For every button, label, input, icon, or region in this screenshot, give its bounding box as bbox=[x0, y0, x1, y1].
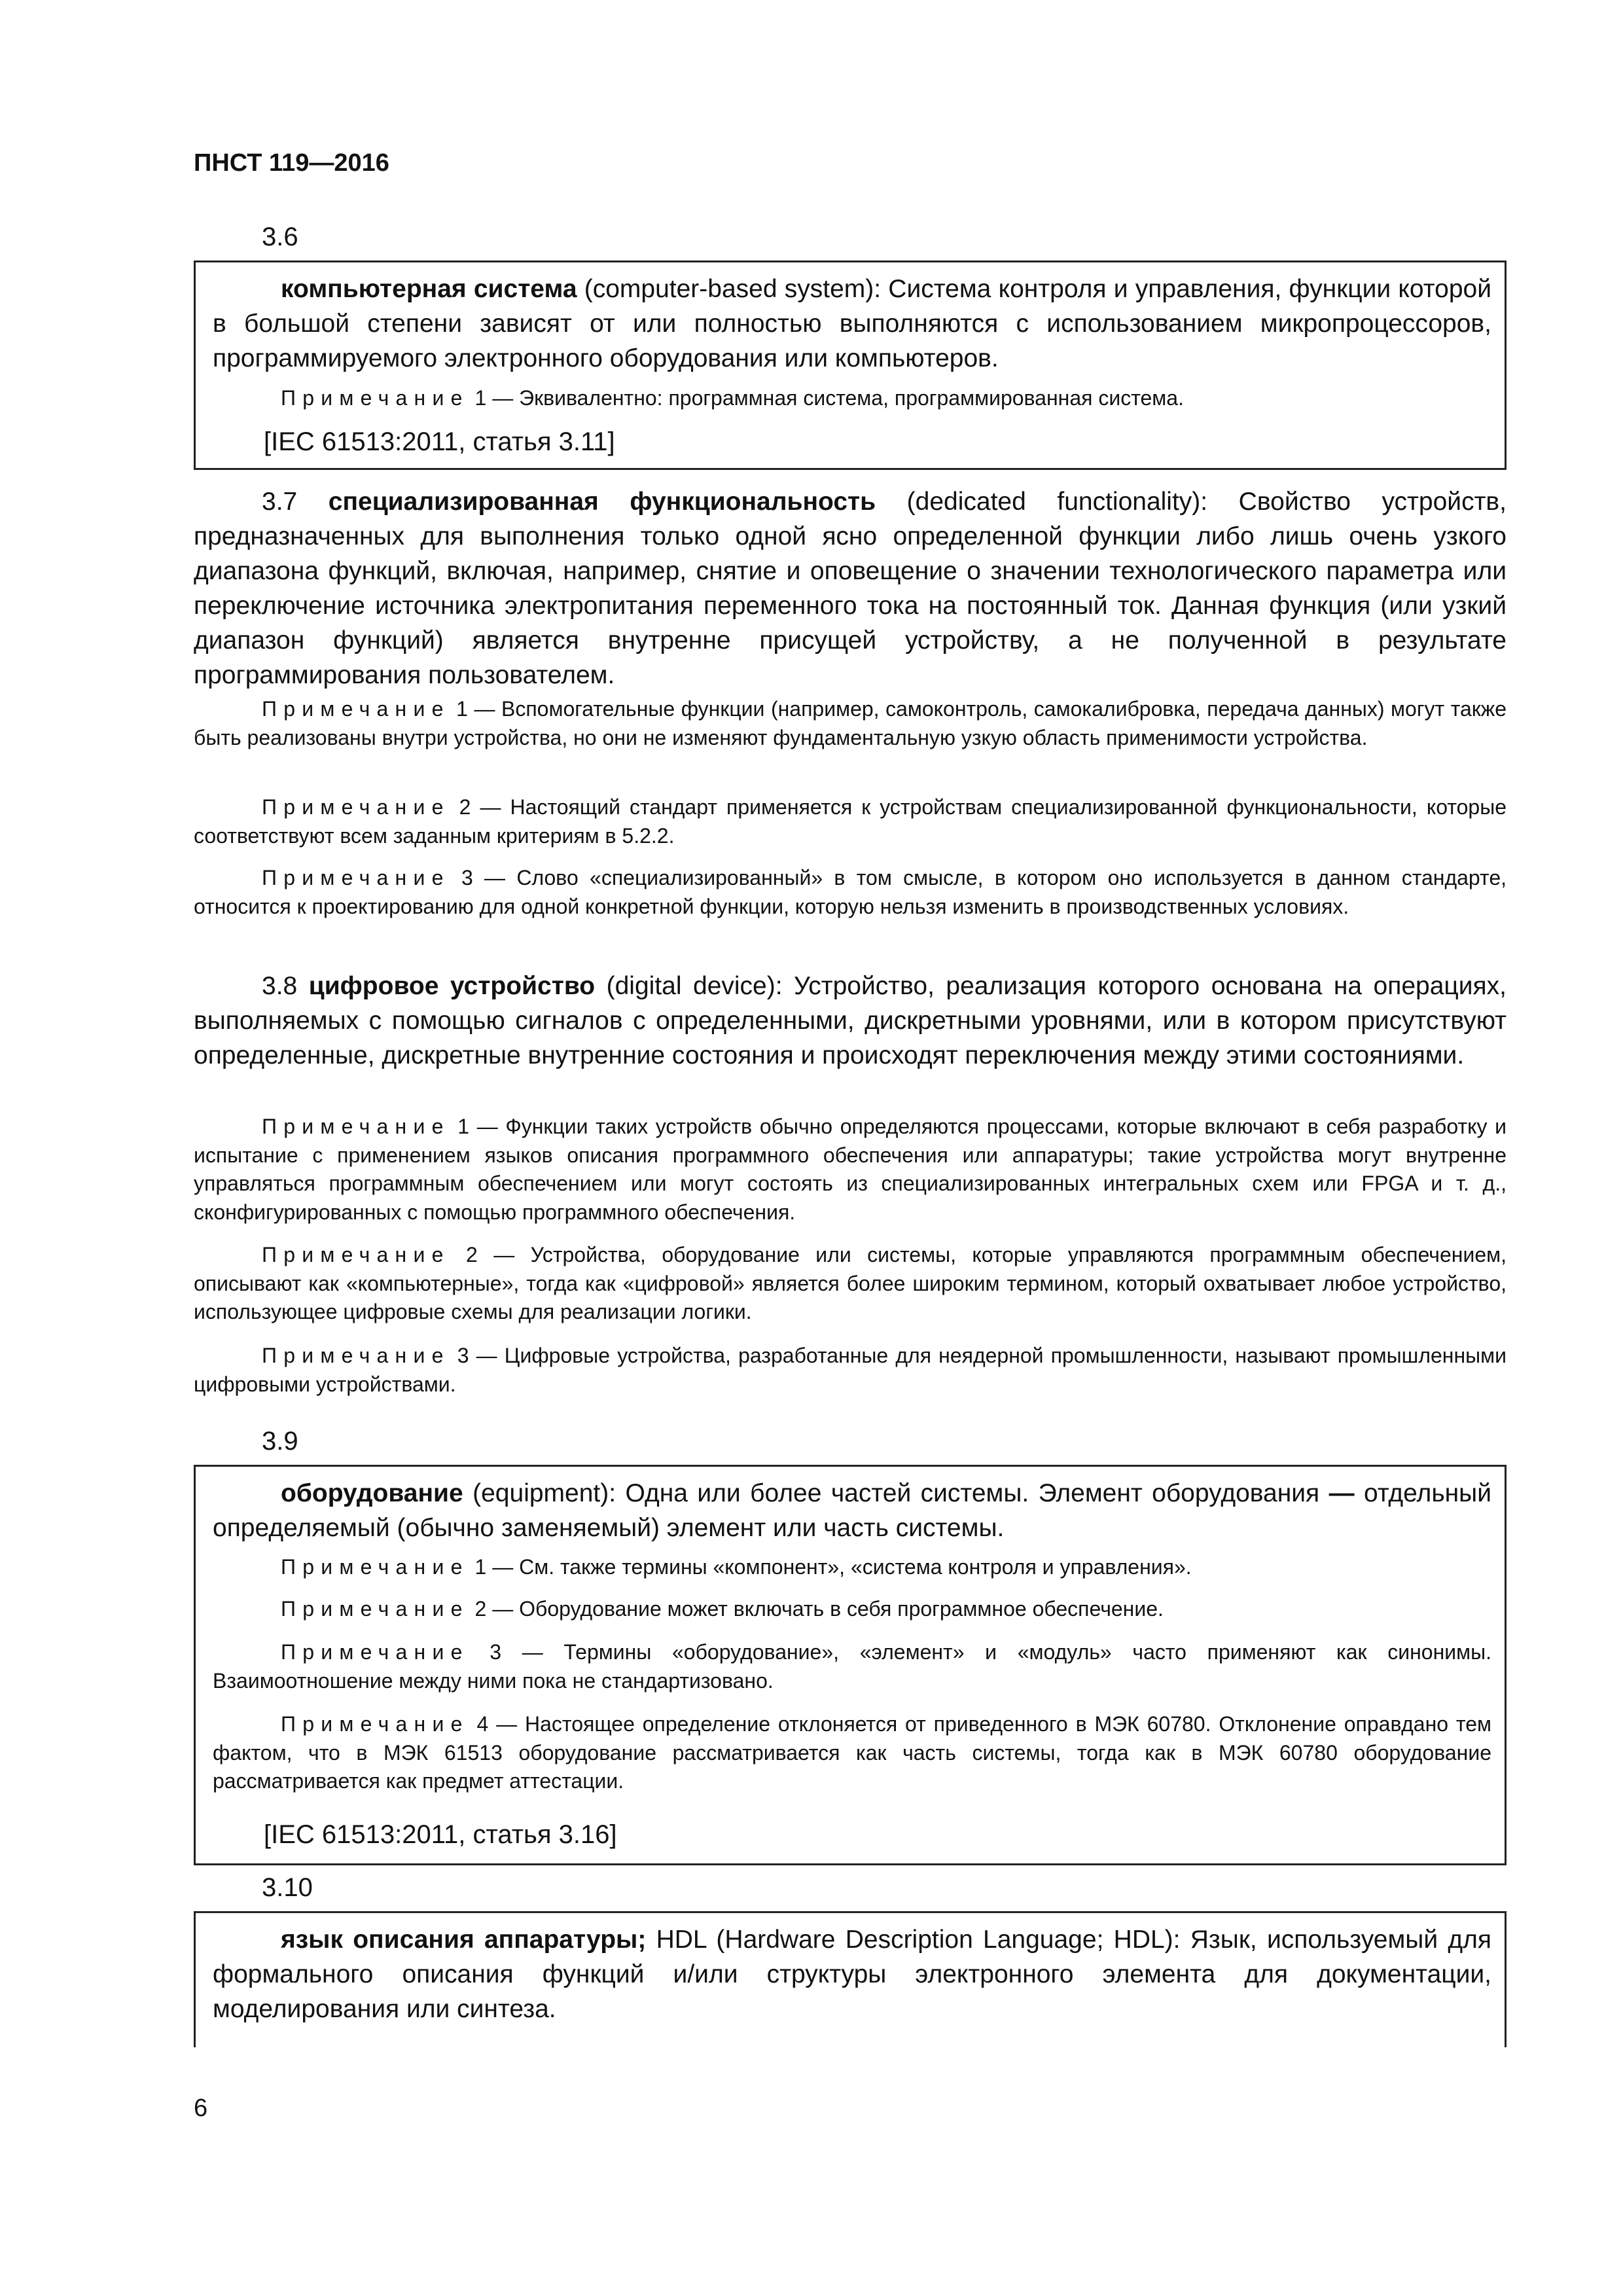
term: оборудование bbox=[281, 1479, 463, 1507]
section-3-9-reference: [IEC 61513:2011, статья 3.16] bbox=[264, 1820, 617, 1849]
term: язык описания аппаратуры; bbox=[281, 1926, 647, 1954]
section-3-9-number: 3.9 bbox=[262, 1427, 298, 1456]
section-3-9-definition: оборудование (equipment): Одна или более частей системы. Элемент оборудования — отдельный определяемый (обычно заменяемый) элемент или часть системы. bbox=[213, 1479, 1491, 1542]
section-3-7-note-1: Примечание 1 — Вспомогательные функции (например, самоконтроль, самокалибровка, передача данных) могут также быть реализованы внутри устройства, но они не изменяют фундаментальную узкую область применимости устройства. bbox=[194, 697, 1507, 749]
section-3-9-note-3: Примечание 3 — Термины «оборудование», «элемент» и «модуль» часто применяют как синонимы. Взаимоотношение между ними пока не стандартизовано. bbox=[213, 1640, 1491, 1693]
section-3-9-box bbox=[194, 1465, 1507, 1865]
term: специализированная функциональность bbox=[328, 488, 876, 516]
section-3-8-note-1: Примечание 1 — Функции таких устройств обычно определяются процессами, которые включают в себя разработку и испытание с применением языков описания программного обеспечения или аппаратуры; такие устройства могут внутренне управляться программным обеспечением или могут состоять из специализированных интегральных схем или FPGA и т. д., сконфигурированных с помощью программного обеспечения. bbox=[194, 1115, 1507, 1224]
term: компьютерная система bbox=[281, 275, 577, 303]
term: цифровое устройство bbox=[308, 972, 596, 1000]
section-3-10-number: 3.10 bbox=[262, 1873, 313, 1902]
section-3-9-note-1: Примечание 1 — См. также термины «компонент», «система контроля и управления». bbox=[281, 1555, 1192, 1579]
section-3-7-note-3: Примечание 3 — Слово «специализированный» в том смысле, в котором оно используется в данном стандарте, относится к проектированию для одной конкретной функции, которую нельзя изменить в производственных условиях. bbox=[194, 866, 1507, 918]
section-3-8-definition: 3.8 цифровое устройство (digital device): Устройство, реализация которого основана на операциях, выполняемых с помощью сигналов с определенными, дискретными уровнями, или в котором присутствуют определенные, дискретные внутренние состояния и происходят переключения между этими состояниями. bbox=[194, 972, 1507, 1069]
section-3-6-definition: компьютерная система (computer-based system): Система контроля и управления, функции которой в большой степени зависят от или полностью выполняются с использованием микропроцессоров, программируемого электронного оборудования или компьютеров. bbox=[213, 275, 1491, 372]
section-3-9-note-2: Примечание 2 — Оборудование может включать в себя программное обеспечение. bbox=[281, 1597, 1164, 1621]
section-3-6-box bbox=[194, 260, 1507, 470]
section-3-8-note-3: Примечание 3 — Цифровые устройства, разработанные для неядерной промышленности, называют промышленными цифровыми устройствами. bbox=[194, 1344, 1507, 1396]
section-3-10-box bbox=[194, 1911, 1507, 2047]
section-3-10-definition: язык описания аппаратуры; HDL (Hardware Description Language; HDL): Язык, используемый для формального описания функций и/или структуры электронного элемента для документации, моделирования или синтеза. bbox=[213, 1926, 1491, 2023]
section-3-7-note-2: Примечание 2 — Настоящий стандарт применяется к устройствам специализированной функциональности, которые соответствуют всем заданным критериям в 5.2.2. bbox=[194, 795, 1507, 848]
section-3-6-reference: [IEC 61513:2011, статья 3.11] bbox=[264, 427, 615, 456]
section-3-7-definition: 3.7 специализированная функциональность (dedicated functionality): Свойство устройств, предназначенных для выполнения только одной ясно определенной функции либо лишь очень узкого диапазона функций, включая, например, снятие и оповещение о значении технологического параметра или переключение источника электропитания переменного тока на постоянный ток. Данная функция (или узкий диапазон функций) является внутренне присущей устройству, а не полученной в результате программирования пользователем. bbox=[194, 488, 1507, 689]
section-3-6-number: 3.6 bbox=[262, 223, 298, 251]
document-header: ПНСТ 119—2016 bbox=[194, 149, 389, 177]
page-number: 6 bbox=[194, 2094, 208, 2122]
section-3-6-note-1: Примечание 1 — Эквивалентно: программная система, программированная система. bbox=[281, 386, 1184, 410]
section-3-9-note-4: Примечание 4 — Настоящее определение отклоняется от приведенного в МЭК 60780. Отклонение оправдано тем фактом, что в МЭК 61513 оборудование рассматривается как часть системы, тогда как в МЭК 60780 оборудование рассматривается как предмет аттестации. bbox=[213, 1712, 1491, 1793]
section-3-8-note-2: Примечание 2 — Устройства, оборудование или системы, которые управляются программным обеспечением, описывают как «компьютерные», тогда как «цифровой» является более широким термином, который охватывает любое устройство, использующее цифровые схемы для реализации логики. bbox=[194, 1243, 1507, 1323]
